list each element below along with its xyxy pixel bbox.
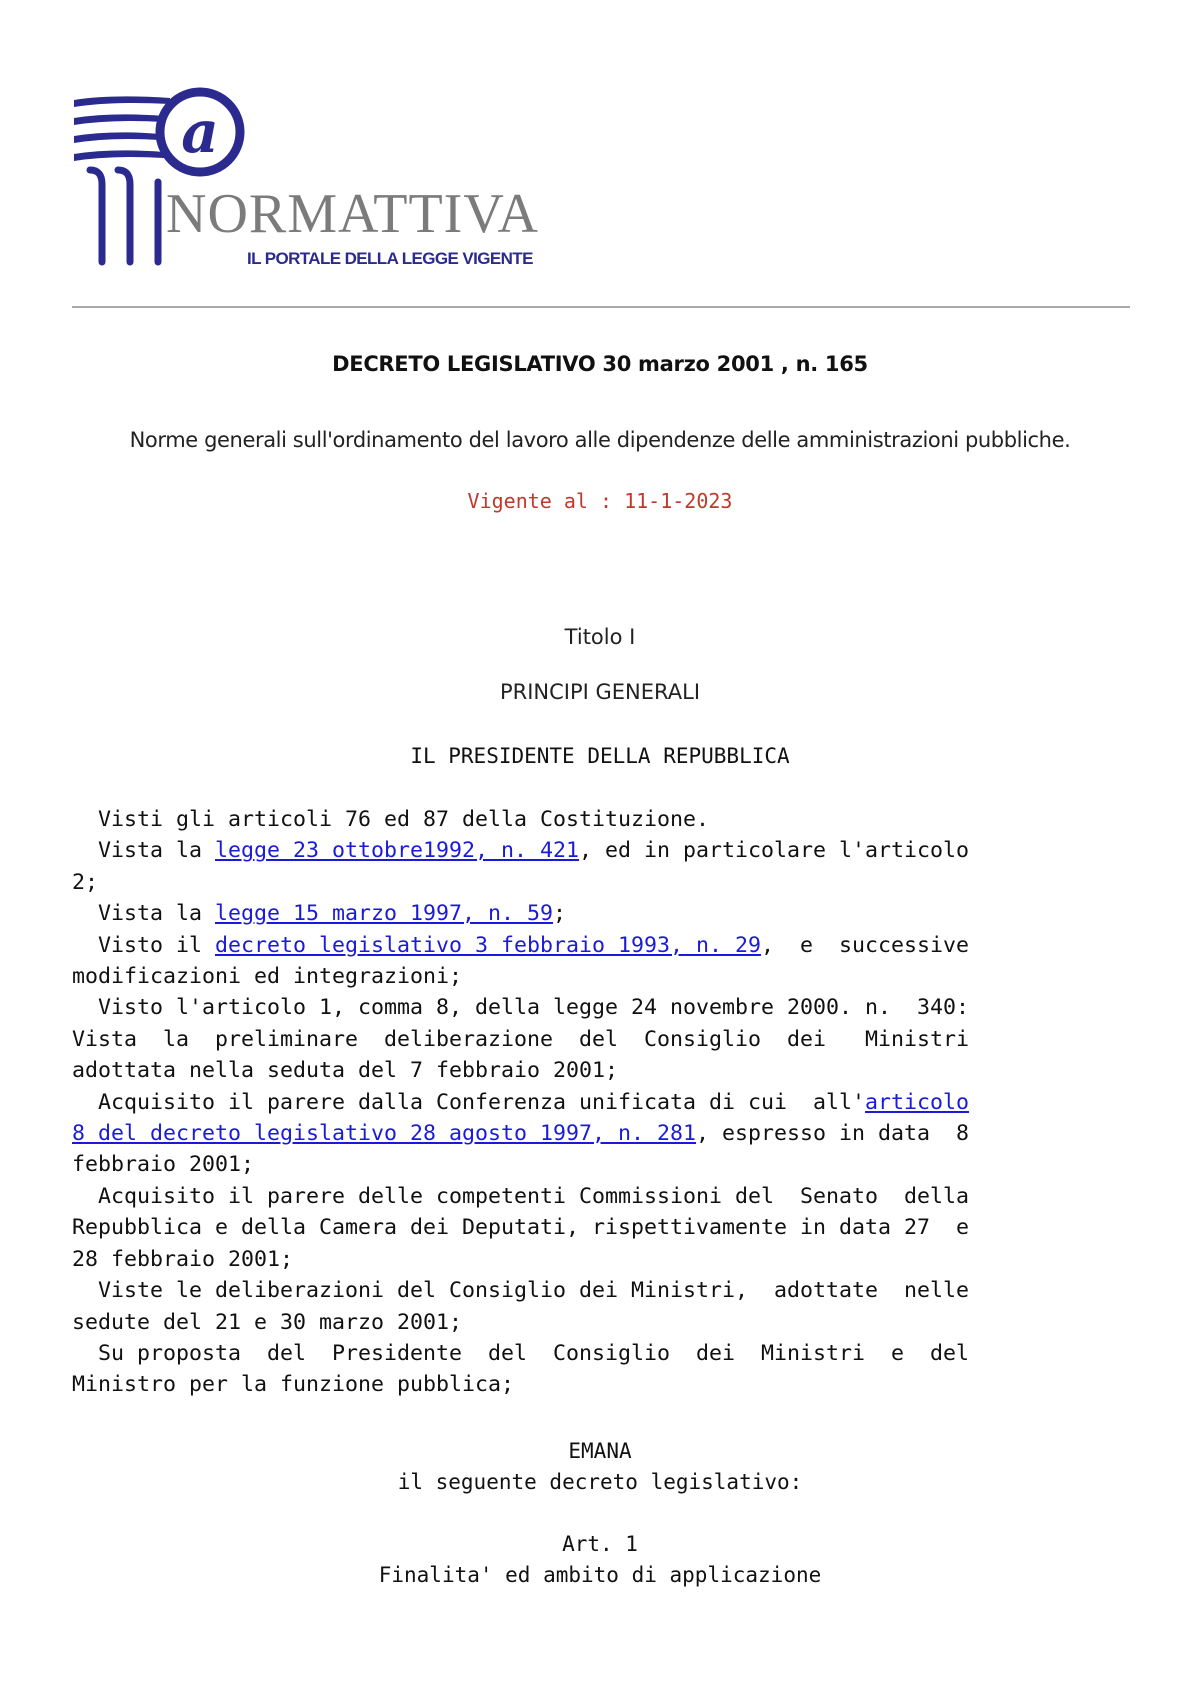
at-sign-icon bbox=[160, 92, 240, 172]
logo-wordmark: NORMATTIVA bbox=[166, 183, 539, 245]
emana-text: il seguente decreto legislativo: bbox=[397, 1470, 803, 1494]
document-subtitle: Norme generali sull'ordinamento del lavoro alle dipendenze delle amministrazioni pubbliche. bbox=[129, 428, 1071, 452]
link-dlgs-281-1997-part1[interactable]: articolo bbox=[865, 1089, 970, 1115]
title-heading: Titolo I bbox=[564, 625, 636, 649]
article-title: Finalita' ed ambito di applicazione bbox=[378, 1563, 822, 1587]
normattiva-logo[interactable] bbox=[72, 84, 602, 284]
link-dlgs-281-1997-part2[interactable]: 8 del decreto legislativo 28 agosto 1997, n. 281 bbox=[72, 1121, 697, 1147]
link-legge-421-1992[interactable]: legge 23 ottobre1992, n. 421 bbox=[215, 838, 580, 864]
column-icon bbox=[90, 170, 158, 262]
header-divider bbox=[72, 306, 1130, 308]
link-legge-59-1997[interactable]: legge 15 marzo 1997, n. 59 bbox=[215, 901, 554, 927]
article-number: Art. 1 bbox=[562, 1532, 638, 1556]
svg-text:a: a bbox=[181, 98, 219, 166]
normattiva-logo-graphic bbox=[72, 84, 602, 284]
preamble-text: Visti gli articoli 76 ed 87 della Costituzione. Vista la legge 23 ottobre1992, n. 421, ed in particolare l'articolo 2; Vista la legge 15 marzo 1997, n. 59; Visto il decreto legislativo 3 febbraio 1993, n. 29, e successive modificazioni ed integrazioni; Visto l'articolo 1, comma 8, della legge 24 novembre 2000. n. 340: Vista la preliminare deliberazione del Consiglio dei Ministri adottata nella seduta del 7 febbraio 2001; Acquisito il parere dalla Conferenza unificata di cui all'articolo 8 del decreto legislativo 28 agosto 1997, n. 281, espresso in data 8 febbraio 2001; Acquisito il parere delle competenti Commissioni del Senato della Repubblica e della Camera dei Deputati, rispettivamente in data 27 e 28 febbraio 2001; Viste le deliberazioni del Consiglio dei Ministri, adottate nelle sedute del 21 e 30 marzo 2001; Su proposta del Presidente del Consiglio dei Ministri e del Ministro per la funzione pubblica; bbox=[72, 807, 970, 1398]
logo-lines-icon bbox=[74, 96, 170, 161]
logo-tagline: IL PORTALE DELLA LEGGE VIGENTE bbox=[247, 249, 533, 268]
vigente-date: Vigente al : 11-1-2023 bbox=[467, 489, 733, 513]
preamble-line: Visti gli articoli 76 ed 87 della Costituzione. bbox=[72, 807, 710, 832]
emana-heading: EMANA bbox=[568, 1439, 632, 1463]
preamble-heading: IL PRESIDENTE DELLA REPUBBLICA bbox=[410, 744, 790, 768]
title-name: PRINCIPI GENERALI bbox=[499, 680, 701, 704]
link-dlgs-29-1993[interactable]: decreto legislativo 3 febbraio 1993, n. 29 bbox=[215, 932, 762, 958]
document-title: DECRETO LEGISLATIVO 30 marzo 2001 , n. 165 bbox=[332, 352, 868, 376]
